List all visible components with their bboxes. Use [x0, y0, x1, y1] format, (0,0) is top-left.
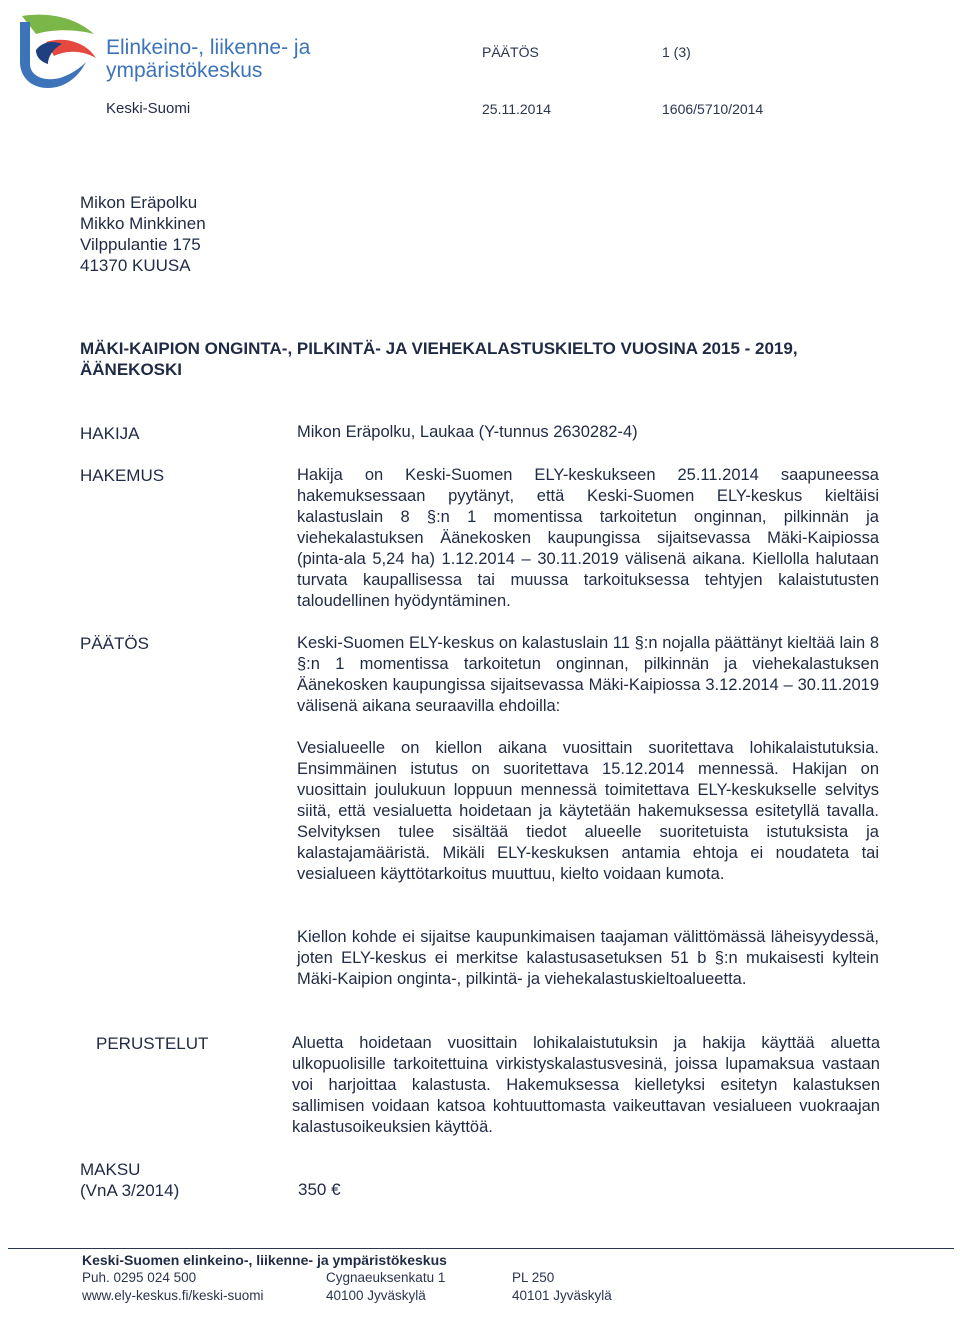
recipient-address: [80, 192, 206, 276]
section-label-hakemus: HAKEMUS: [80, 466, 165, 485]
recipient-line: Mikon Eräpolku: [80, 193, 198, 212]
decision-condition-2: Kiellon kohde ei sijaitse kaupunkimaisen taajaman välittömässä läheisyydessä, joten ELY-keskus ei merkitse kalastusasetuksen 51 b §:n mukaisesti kyltein Mäki-Kaipion onginta-, pilkintä- ja viehekalastuskieltoalueetta.: [297, 928, 879, 988]
record-number: 1606/5710/2014: [662, 101, 764, 117]
decision-condition-1: Vesialueelle on kiellon aikana vuosittain suoritettava lohikalaistutuksia. Ensimmäinen istutus on suoritettava 15.12.2014 mennessä. Hakijan on vuosittain joulukuun loppuun mennessä toimitettava ELY-keskukselle selvitys siitä, että vesialuetta hoidetaan ja käytetään hakemuksessa esitetyllä tavalla. Selvityksen tulee sisältää tiedot alueelle suoritetuista istutuksista ja kalastajamääristä. Mikäli ELY-keskuksen antamia ehtoja ei noudateta tai vesialueen käyttötarkoitus muuttuu, kielto voidaan kumota.: [297, 739, 879, 883]
section-text-perustelut: Aluetta hoidetaan vuosittain lohikalaistutuksin ja hakija käyttää aluetta ulkopuolisille tarkoitettuina virkistyskalastusvesinä, joissa lupamaksua vastaan voi harjoittaa kalastusta. Hakemuksessa kielletyksi esitetyn kalastuksen sallimisen voidaan katsoa kohtuuttomasta vaikeuttavan vesialueen vuokraajan kalastusoikeuksien käyttöä.: [292, 1034, 880, 1136]
fee-amount: 350 €: [298, 1180, 341, 1199]
recipient-line: 41370 KUUSA: [80, 256, 191, 275]
document-title: MÄKI-KAIPION ONGINTA-, PILKINTÄ- JA VIEHEKALASTUSKIELTO VUOSINA 2015 - 2019, ÄÄNEKOSKI: [80, 339, 798, 379]
footer-website-link[interactable]: www.ely-keskus.fi/keski-suomi: [82, 1288, 264, 1303]
unit-name: Keski-Suomi: [106, 100, 191, 117]
doc-date: 25.11.2014: [482, 101, 552, 117]
footer-org-name: Keski-Suomen elinkeino-, liikenne- ja ympäristökeskus: [82, 1252, 447, 1268]
section-label-hakija: HAKIJA: [80, 424, 140, 443]
ely-logo-icon: [16, 12, 98, 92]
footer-po-box-city: 40101 Jyväskylä: [512, 1288, 612, 1303]
doc-type: PÄÄTÖS: [482, 44, 539, 60]
recipient-line: Mikko Minkkinen: [80, 214, 206, 233]
recipient-line: Vilppulantie 175: [80, 235, 201, 254]
maksu-label-line1: MAKSU: [80, 1160, 141, 1179]
footer-phone: Puh. 0295 024 500: [82, 1270, 197, 1285]
org-name-line2: ympäristökeskus: [106, 59, 263, 82]
page-number: 1 (3): [662, 44, 691, 60]
footer-divider: [8, 1248, 954, 1249]
org-name-line1: Elinkeino-, liikenne- ja: [106, 36, 311, 59]
section-label-perustelut: PERUSTELUT: [96, 1034, 209, 1053]
footer-city: 40100 Jyväskylä: [326, 1288, 426, 1303]
section-text-paatos: Keski-Suomen ELY-keskus on kalastuslain 11 §:n nojalla päättänyt kieltää lain 8 §:n 1 momentissa tarkoitetun onginnan, pilkinnän ja viehekalastuksen Äänekosken kaupungissa sijaitsevassa Mäki-Kaipiossa 3.12.2014 – 30.11.2019 välisenä aikana seuraavilla ehdoilla:: [297, 634, 879, 715]
section-label-paatos: PÄÄTÖS: [80, 634, 149, 653]
section-label-maksu: [80, 1159, 179, 1201]
footer-street-address: Cygnaeuksenkatu 1: [326, 1270, 446, 1285]
org-name: [106, 36, 310, 82]
section-text-hakemus: Hakija on Keski-Suomen ELY-keskukseen 25.11.2014 saapuneessa hakemuksessaan pyytänyt, että Keski-Suomen ELY-keskus kieltäisi kalastuslain 8 §:n 1 momentissa tarkoitetun onginnan, pilkinnän ja viehekalastuksen Äänekosken kaupungissa sijaitsevassa Mäki-Kaipiossa (pinta-ala 5,24 ha) 1.12.2014 – 30.11.2019 välisenä aikana. Kiellolla halutaan turvata kaupallisessa tai muussa tarkoituksessa tehtyjen kalaistutusten taloudellinen hyödyntäminen.: [297, 466, 879, 610]
maksu-label-line2: (VnA 3/2014): [80, 1181, 180, 1200]
footer-po-box: PL 250: [512, 1270, 555, 1285]
section-text-hakija: Mikon Eräpolku, Laukaa (Y-tunnus 2630282-4): [297, 423, 638, 441]
